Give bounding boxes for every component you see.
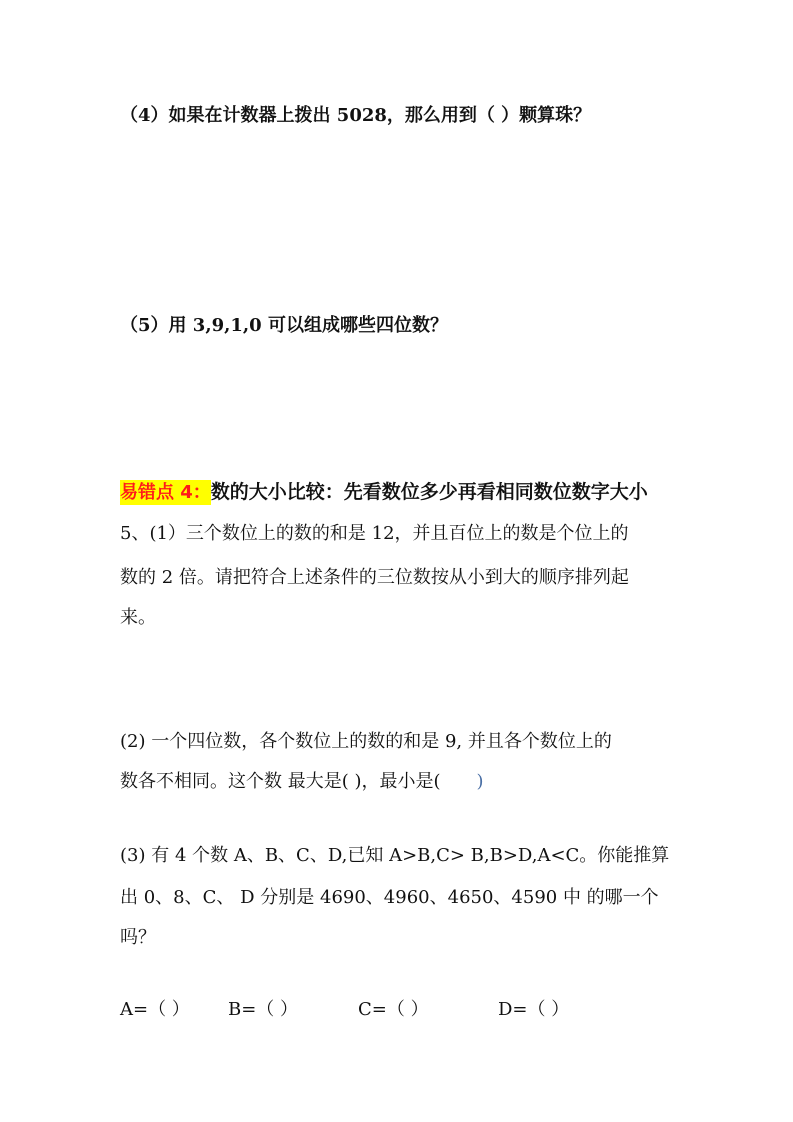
- problem-2-line-2: [120, 770, 484, 794]
- problem-3-line-2: 出 0、8、C、 D 分别是 4690、4960、4650、4590 中 的哪一个: [120, 887, 659, 908]
- topic-text: 数的大小比较：先看数位多少再看相同数位数字大小: [210, 481, 648, 503]
- problem-2-line-1: (2) 一个四位数，各个数位上的数的和是 9, 并且各个数位上的: [120, 731, 612, 752]
- answer-d: D=（ ）: [498, 999, 570, 1020]
- topic-heading: [120, 480, 648, 505]
- problem-3-line-3: 吗？: [120, 927, 156, 948]
- question-5: （5）用 3,9,1,0 可以组成哪些四位数？: [120, 315, 448, 336]
- answer-c: C=（ ）: [358, 999, 429, 1020]
- problem-5-line-2: 数的 2 倍。请把符合上述条件的三位数按从小到大的顺序排列起: [120, 567, 629, 588]
- problem-2-line-2-main: 数各不相同。这个数 最大是( )，最小是(: [120, 771, 441, 792]
- problem-5-line-1: 5、(1）三个数位上的数的和是 12，并且百位上的数是个位上的: [120, 523, 629, 544]
- topic-tag: 易错点 4：: [120, 482, 211, 503]
- question-4: （4）如果在计数器上拨出 5028，那么用到（ ）颗算珠？: [120, 105, 592, 126]
- problem-3-line-1: (3) 有 4 个数 A、B、C、D,已知 A>B,C> B,B>D,A<C。你能推算: [120, 845, 670, 866]
- answer-a: A=（ ）: [120, 999, 190, 1020]
- problem-2-closing-paren: ): [476, 771, 484, 792]
- answer-b: B=（ ）: [228, 999, 299, 1020]
- problem-5-line-3: 来。: [120, 607, 156, 628]
